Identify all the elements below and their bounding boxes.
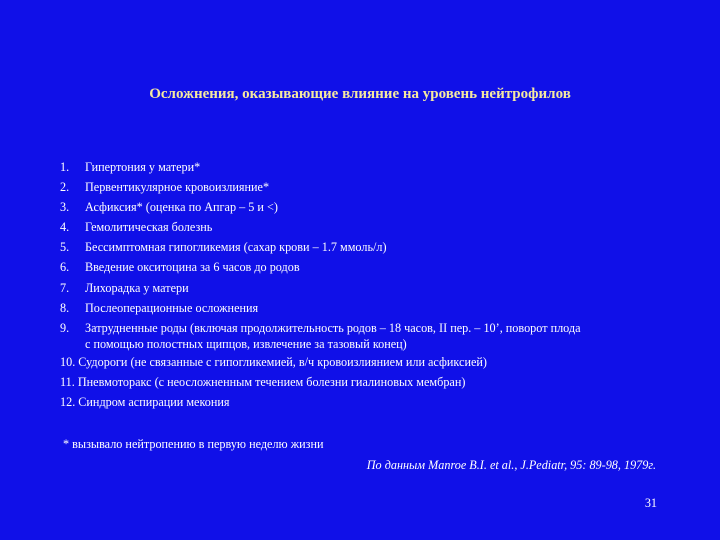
list-item [60,217,680,237]
item-number: 6. [60,260,70,275]
slide-title: Осложнения, оказывающие влияние на уровень нейтрофилов [149,86,571,102]
list-item [60,197,680,217]
footnote: * вызывало нейтропению в первую неделю жизни [63,437,324,451]
item-number: 10. [60,354,76,369]
item-text: Лихорадка у матери [85,280,189,295]
item-number: 3. [60,200,70,215]
list-item [60,177,680,197]
list-item [60,278,680,298]
list-item [60,157,680,177]
list-item [60,372,680,392]
item-number: 9. [60,320,70,335]
item-number: 2. [60,180,70,195]
list-item [60,298,680,318]
item-number: 1. [60,160,70,174]
item-text: Бессимптомная гипогликемия (сахар крови – 1.7 ммоль/л) [85,240,387,255]
item-number: 7. [60,280,70,295]
item-text: Асфиксия* (оценка по Апгар – 5 и <) [85,200,278,215]
complications-list [60,157,680,412]
list-item [60,257,680,277]
item-number: 8. [60,300,70,315]
item-text: Первентикулярное кровоизлияние* [85,180,270,195]
item-text: Судороги (не связанные с гипогликемией, в/ч кровоизлиянием или асфиксией) [78,354,487,369]
item-text: Затрудненные роды (включая продолжительность родов – 18 часов, II пер. – 10’, поворот плода [85,320,581,335]
item-number: 4. [60,220,70,235]
list-item [60,318,680,352]
list-item [60,352,680,372]
item-text: Пневмоторакс (с неосложненным течением болезни гиалиновых мембран) [77,374,466,389]
item-number: 5. [60,240,70,255]
item-number: 12. [60,395,76,410]
list-item [60,237,680,257]
item-text: Послеоперационные осложнения [85,300,259,315]
item-text: Гипертония у матери* [85,160,201,174]
item-text: Гемолитическая болезнь [85,220,213,235]
item-text: Введение окситоцина за 6 часов до родов [85,260,300,275]
source-citation: По данным Manroe B.I. et al., J.Pediatr, 95: 89-98, 1979г. [366,458,656,472]
item-text-continuation: с помощью полостных щипцов, извлечение за тазовый конец) [85,336,407,351]
list-item [60,392,680,412]
item-number: 11. [60,374,75,389]
item-text: Синдром аспирации мекония [78,395,230,410]
page-number: 31 [644,496,657,510]
